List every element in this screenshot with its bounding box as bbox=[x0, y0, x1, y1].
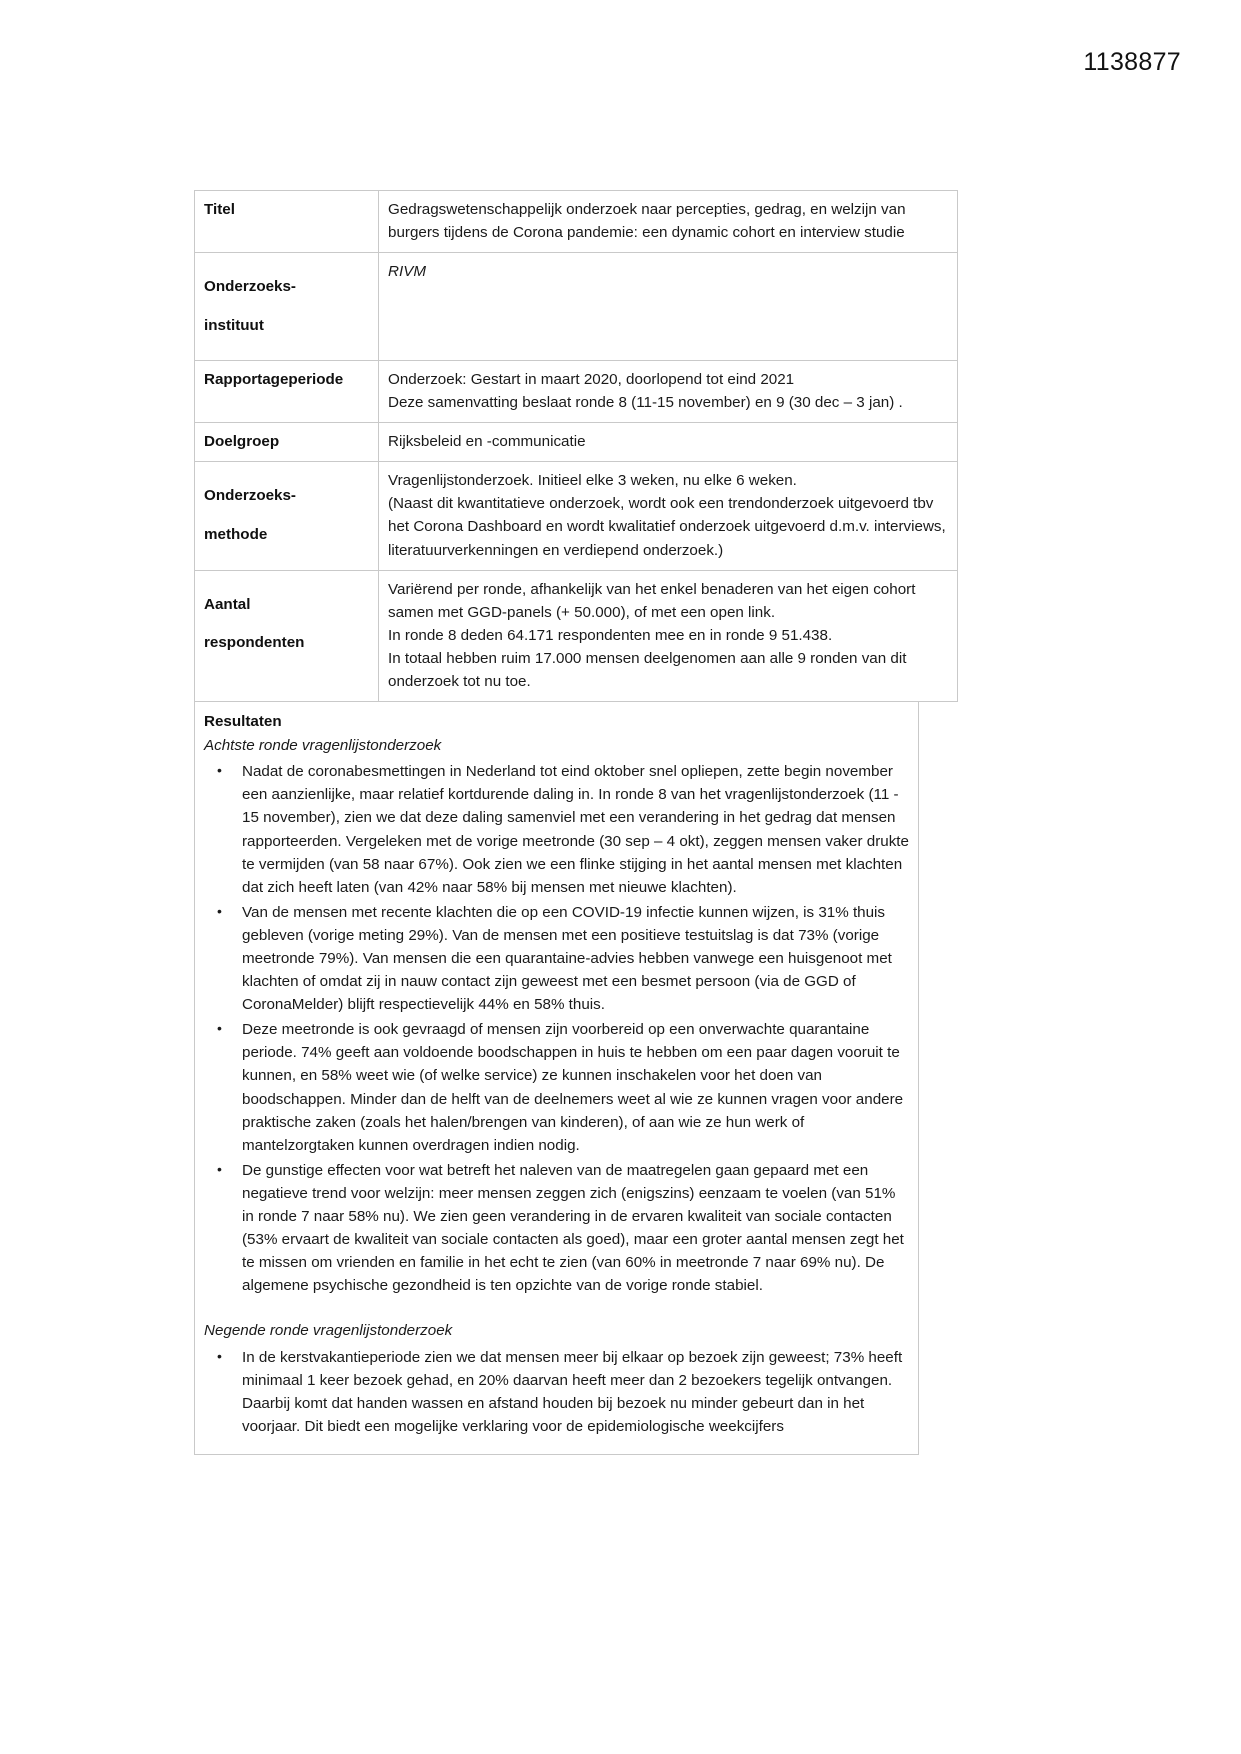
table-row bbox=[195, 253, 958, 361]
value-line: In ronde 8 deden 64.171 respondenten mee en in ronde 9 51.438. bbox=[388, 626, 833, 644]
list-item bbox=[204, 1018, 909, 1157]
row-value-titel: Gedragswetenschappelijk onderzoek naar percepties, gedrag, en welzijn van burgers tijdens de Corona pandemie: een dynamic cohort en interview studie bbox=[379, 191, 958, 253]
row-label-onderzoeksinstituut bbox=[195, 253, 379, 361]
value-line: (Naast dit kwantitatieve onderzoek, wordt ook een trendonderzoek uitgevoerd tbv het Corona Dashboard en wordt kwalitatief onderzoek uitgevoerd d.m.v. interviews, literatuurverkenningen en verdiepend onderzoek.) bbox=[388, 495, 946, 559]
label-line: Onderzoeks- bbox=[204, 487, 296, 505]
row-label-onderzoeksmethode bbox=[195, 462, 379, 570]
section-heading-round9: Negende ronde vragenlijstonderzoek bbox=[204, 1322, 453, 1340]
results-section bbox=[194, 702, 919, 1455]
table-row bbox=[195, 360, 958, 422]
label-line: Onderzoeks- bbox=[204, 278, 296, 296]
results-title: Resultaten bbox=[204, 713, 282, 731]
value-line: RIVM bbox=[388, 263, 426, 281]
row-label-doelgroep: Doelgroep bbox=[195, 423, 379, 462]
row-value-doelgroep: Rijksbeleid en -communicatie bbox=[379, 423, 958, 462]
document-number: 1138877 bbox=[1083, 48, 1181, 76]
value-line: In totaal hebben ruim 17.000 mensen deelgenomen aan alle 9 ronden van dit onderzoek tot nu toe. bbox=[388, 649, 907, 690]
bullet-icon: • bbox=[217, 1347, 222, 1364]
list-item bbox=[204, 760, 909, 899]
row-value-aantal-respondenten bbox=[379, 570, 958, 701]
bullet-list-round8 bbox=[204, 760, 909, 1297]
row-value-onderzoeksmethode bbox=[379, 462, 958, 570]
list-item-text: Van de mensen met recente klachten die op een COVID-19 infectie kunnen wijzen, is 31% thuis gebleven (vorige meting 29%). Van de mensen met een positieve testuitslag is dat 73% (vorige meetronde 79%). Van mensen die een quarantaine-advies hebben vanwege een huisgenoot met klachten of omdat zij in nauw contact zijn geweest met een besmet persoon (via de GGD of CoronaMelder) blijft respectievelijk 44% en 58% thuis. bbox=[242, 903, 892, 1014]
value-line-spacer bbox=[388, 283, 948, 306]
label-line: instituut bbox=[204, 316, 264, 334]
row-label-rapportageperiode: Rapportageperiode bbox=[195, 360, 379, 422]
list-item bbox=[204, 1159, 909, 1298]
value-line: Deze samenvatting beslaat ronde 8 (11-15 november) en 9 (30 dec – 3 jan) . bbox=[388, 394, 903, 412]
bullet-icon: • bbox=[217, 762, 222, 779]
value-line: Onderzoek: Gestart in maart 2020, doorlopend tot eind 2021 bbox=[388, 370, 795, 388]
table-row bbox=[195, 191, 958, 253]
label-line: methode bbox=[204, 525, 268, 543]
list-item-text: Deze meetronde is ook gevraagd of mensen zijn voorbereid op een onverwachte quarantaine periode. 74% geeft aan voldoende boodschappen in huis te hebben om een paar dagen vooruit te kunnen, en 58% weet wie (of welke service) ze kunnen inschakelen voor het doen van boodschappen. Minder dan de helft van de deelnemers weet al wie ze kunnen vragen voor andere praktische zaken (zoals het halen/brengen van kinderen), of aan wie ze hun werk of mantelzorgtaken kunnen overdragen indien nodig. bbox=[242, 1021, 904, 1154]
label-line: respondenten bbox=[204, 634, 305, 652]
value-line: Vragenlijstonderzoek. Initieel elke 3 weken, nu elke 6 weken. bbox=[388, 472, 797, 490]
table-row bbox=[195, 462, 958, 570]
value-line: Variërend per ronde, afhankelijk van het enkel benaderen van het eigen cohort samen met GGD-panels (+ 50.000), of met een open link. bbox=[388, 580, 916, 621]
list-item-text: In de kerstvakantieperiode zien we dat mensen meer bij elkaar op bezoek zijn geweest; 73% heeft minimaal 1 keer bezoek gehad, en 20% daarvan heeft meer dan 2 bezoekers tegelijk ontvangen. Daarbij komt dat handen wassen en afstand houden bij bezoek nu minder gebeurt dan in het voorjaar. Dit biedt een mogelijke verklaring voor de epidemiologische weekcijfers bbox=[242, 1348, 903, 1435]
table-row bbox=[195, 570, 958, 701]
list-item bbox=[204, 1346, 909, 1438]
document-content bbox=[194, 190, 946, 1455]
section-heading-round8: Achtste ronde vragenlijstonderzoek bbox=[204, 737, 442, 755]
bullet-icon: • bbox=[217, 1160, 222, 1177]
bullet-list-round9 bbox=[204, 1346, 909, 1438]
bullet-icon: • bbox=[217, 1020, 222, 1037]
label-line: Aantal bbox=[204, 595, 251, 613]
row-label-titel: Titel bbox=[195, 191, 379, 253]
row-value-onderzoeksinstituut bbox=[379, 253, 958, 361]
table-row bbox=[195, 423, 958, 462]
metadata-table bbox=[194, 190, 958, 702]
row-value-rapportageperiode bbox=[379, 360, 958, 422]
row-label-aantal-respondenten bbox=[195, 570, 379, 701]
list-item-text: De gunstige effecten voor wat betreft het naleven van de maatregelen gaan gepaard met een negatieve trend voor welzijn: meer mensen zeggen zich (enigszins) eenzaam te voelen (van 51% in ronde 7 naar 58% nu). We zien geen verandering in de ervaren kwaliteit van sociale contacten (53% ervaart de kwaliteit van sociale contacten als goed), maar een groter aantal mensen zegt het te missen om vrienden en familie in het echt te zien (van 60% in meetronde 7 naar 69% nu). De algemene psychische gezondheid is ten opzichte van de vorige ronde stabiel. bbox=[242, 1161, 904, 1295]
list-item-text: Nadat de coronabesmettingen in Nederland tot eind oktober snel opliepen, zette begin november een aanzienlijke, maar relatief kortdurende daling in. In ronde 8 van het vragenlijstonderzoek (11 - 15 november), zien we dat deze daling samenviel met een verandering in het gedrag dat mensen rapporteerden. Vergeleken met de vorige meetronde (30 sep – 4 okt), zeggen mensen vaker drukte te vermijden (van 58 naar 67%). Ook zien we een flinke stijging in het aantal mensen met klachten dat zich heeft laten (van 42% naar 58% bij mensen met nieuwe klachten). bbox=[242, 763, 909, 896]
list-item bbox=[204, 901, 909, 1016]
bullet-icon: • bbox=[217, 902, 222, 919]
